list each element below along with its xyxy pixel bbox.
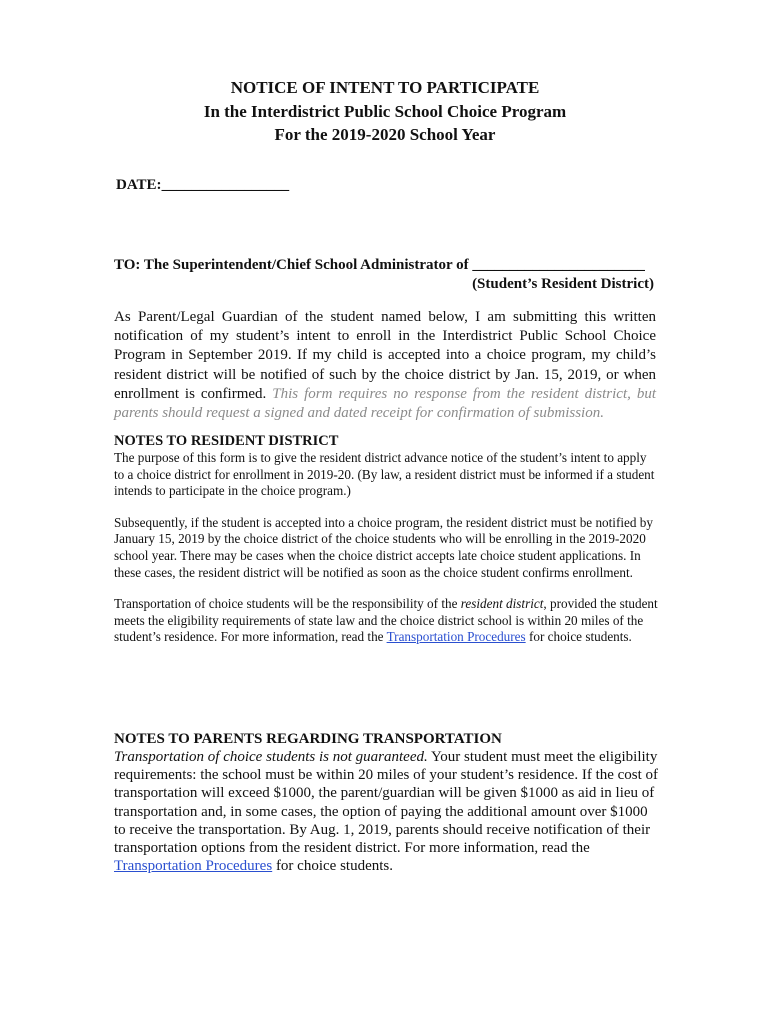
transportation-procedures-link-1[interactable]: Transportation Procedures bbox=[386, 629, 526, 645]
document-title bbox=[0, 76, 770, 147]
to-field bbox=[114, 256, 654, 294]
to-text: : The Superintendent/Chief School Administrator of bbox=[135, 257, 473, 273]
transportation-procedures-link-2[interactable]: Transportation Procedures bbox=[114, 858, 273, 875]
notes-parents-transportation bbox=[114, 730, 659, 875]
title-line-1: NOTICE OF INTENT TO PARTICIPATE bbox=[230, 78, 540, 97]
date-label: DATE: bbox=[116, 177, 162, 193]
notes-resident-heading: NOTES TO RESIDENT DISTRICT bbox=[114, 433, 339, 449]
notes-resident-p1: The purpose of this form is to give the resident district advance notice of the student’s intent to apply to a choice district for enrollment in 2019-20. (By law, a resident district must be informed if a student intends to participate in the choice program.) bbox=[114, 450, 655, 499]
p3-italic: resident district bbox=[460, 596, 544, 612]
title-line-2: In the Interdistrict Public School Choice Program bbox=[203, 101, 567, 121]
parents-body-end: for choice students. bbox=[272, 858, 393, 875]
resident-district-sublabel: (Student’s Resident District) bbox=[472, 276, 654, 292]
p3-start: Transportation of choice students will be the responsibility of the bbox=[114, 596, 461, 612]
to-label: TO bbox=[114, 257, 136, 273]
date-field bbox=[116, 177, 289, 194]
notes-resident-district bbox=[114, 432, 659, 661]
intro-paragraph bbox=[114, 308, 656, 423]
parents-italic-lead: Transportation of choice students is not guaranteed. bbox=[114, 749, 428, 765]
p3-end: for choice students. bbox=[525, 629, 632, 645]
notes-resident-p3 bbox=[114, 596, 659, 646]
notes-resident-p2: Subsequently, if the student is accepted into a choice program, the resident district must be notified by January 15, 2019 by the choice district of the choice students who will be enrolling in the 2019-2020 school year. There may be cases when the choice district accepts late choice student applications. In these cases, the resident district will be notified as soon as the choice student confirms enrollment. bbox=[114, 514, 653, 580]
title-line-3: For the 2019-2020 School Year bbox=[274, 125, 496, 144]
intro-note: This form requires no response from the resident district, but parents should request a signed and dated receipt for confirmation of submission. bbox=[114, 385, 656, 422]
resident-district-blank[interactable]: _______________________ bbox=[472, 257, 645, 273]
date-blank[interactable]: _________________ bbox=[161, 177, 290, 193]
intro-body: As Parent/Legal Guardian of the student named below, I am submitting this written notification of my student’s intent to enroll in the Interdistrict Public School Choice Program in September 2019. If my child is accepted into a choice program, my child’s resident district will be notified of such by the choice district by Jan. 15, 2019, or when enrollment is confirmed. bbox=[114, 309, 656, 402]
notes-parents-body bbox=[114, 748, 659, 875]
parents-body-text: Your student must meet the eligibility requirements: the school must be within 20 miles of your student’s residence. If the cost of transportation will exceed $1000, the parent/guardian will be given $1000 as aid in lieu of transportation and, in some cases, the option of paying the additional amount over $1000 to receive the transportation. By Aug. 1, 2019, parents should receive notification of their transportation options from the resident district. For more information, read the bbox=[114, 749, 659, 857]
p3-mid: , provided the student meets the eligibility requirements of state law and the choice district school is within 20 miles of the student’s residence. For more information, read the bbox=[114, 596, 658, 645]
notes-parents-heading: NOTES TO PARENTS REGARDING TRANSPORTATION bbox=[114, 731, 502, 747]
